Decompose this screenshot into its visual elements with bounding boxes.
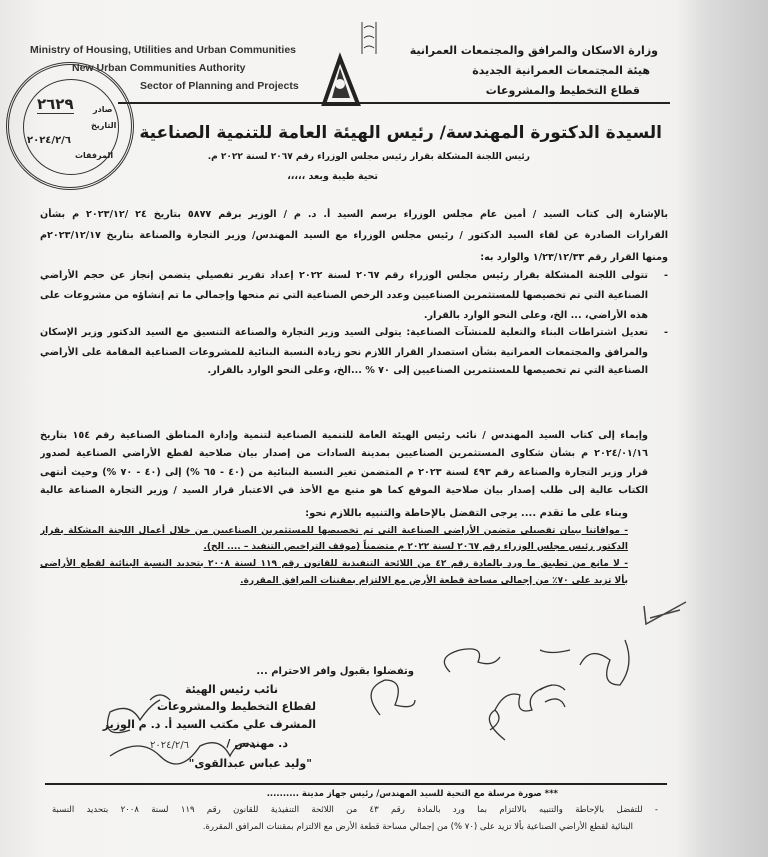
signature-sector: لقطاع التخطيط والمشروعات [156,700,316,713]
cc-heading: *** صورة مرسلة مع التحية للسيد المهندس/ رئيس جهاز مدينة .......... [266,789,558,799]
bullet2-line: والمرافق والمجتمعات العمرانية بشأن استصدار القرار اللازم نحو زيادة النسبة البنائية للمشروعات الصناعية المقامة على الأراضي [40,347,648,358]
header-ar-sector: قطاع التخطيط والمشروعات [485,84,640,97]
stamp-issued-label: صادر [93,105,113,114]
request-item-line: بألا تزيد على ٧٠٪ من إجمالي مساحة قطعة الأرض مع الالتزام بمقننات المرافق المقررة. [240,576,628,586]
greeting: تحية طيبة وبعد ،،،،، [287,171,378,182]
bullet-dash: - [664,270,668,281]
cc-divider [45,783,667,785]
bullet1-line: تتولى اللجنة المشكلة بقرار رئيس مجلس الوزراء رقم ٢٠٦٧ لسنة ٢٠٢٢ إعداد تقرير تفصيلي يتضمن إنجاز عن حجم الأراضي [40,270,648,281]
bullet1-line: الصناعية التي تم تخصيصها للمستثمرين الصناعيين وعدد الرخص الصناعية التي تم منحها وإجمالي ما تم إنشاؤه من مشروعات على [40,290,648,301]
bullet2-line: الصناعية التي تم تخصيصها للمستثمرين الصناعيين إلى ٧٠ % ...الخ، وعلى النحو الوارد بالقرار. [207,365,648,376]
addressee-title: السيدة الدكتورة المهندسة/ رئيس الهيئة العامة للتنمية الصناعية [139,123,662,143]
request-line: وبناء على ما تقدم .... يرجى التفضل بالإحاطة والتنبيه باللازم نحو: [305,508,628,519]
signature-name: "وليد عباس عبدالقوى" [188,757,312,770]
bullet1-line: هذه الأراضي، ... الخ، وعلى النحو الوارد بالقرار. [423,310,648,321]
closing: وتفضلوا بقبول وافر الاحترام ... [256,666,414,677]
signature-title: نائب رئيس الهيئة [184,683,278,696]
para1-line: القرارات الصادرة عن لقاء السيد الدكتور / رئيس مجلس الوزراء مع السيد المهندس/ وزير التجارة والصناعة بتاريخ ٢٠٢٣/١٢/١٧م [40,230,668,241]
para2-line: قرار وزير التجارة والصناعة رقم ٤٩٣ لسنة ٢٠٢٣ م المتضمن تغير النسبة البنائية من (٤٠ - ٦٥ %) إلى (٤٠ - ٧٠ %) وحيث أنتهى [40,467,648,478]
cc-line: - للتفضل بالإحاطة والتنبيه بالالتزام بما ورد بالمادة رقم ٤٣ من اللائحة التنفيذية للقانون رقم ١١٩ لسنة ٢٠٠٨ بتحديد النسبة [52,805,658,815]
addressee-subtitle: رئيس اللجنة المشكلة بقرار رئيس مجلس الوزراء رقم ٢٠٦٧ لسنة ٢٠٢٢ م. [207,152,530,162]
para2-line: وإيماء إلى كتاب السيد المهندس / نائب رئيس الهيئة العامة للتنمية الصناعية لتنمية وإدارة المناطق الصناعية رقم ١٥٤ بتاريخ [40,430,648,441]
stamp-number: ٢٦٢٩ [37,95,74,113]
header-ar-authority: هيئة المجتمعات العمرانية الجديدة [472,64,650,77]
para2-line: الكتاب عالية إلى طلب إصدار بيان صلاحية الموقع كما هو متبع مع الأخذ في الاعتبار قرار السيد / وزير التجارة الصناعة عالية [40,485,648,496]
request-item-line: - لا مانع من تطبيق ما ورد بالمادة رقم ٤٢ من اللائحة التنفيذية للقانون رقم ١١٩ لسنة ٢٠٠٨ بتحديد النسبة البنائية لقطع الأراضي [40,559,628,569]
request-item-line: - موافاتنا ببيان تفصيلي متضمن الأراضي الصناعية التي تم تخصيصها للمستثمرين الصناعيين من خلال أعمال اللجنة المشكلة بقرار [40,526,628,536]
stamp-attachments-label: المرفقات [75,151,114,160]
signature-prefix: د. مهندس / [226,737,288,750]
signature-office: المشرف علي مكتب السيد أ. د. م الوزير [102,718,316,731]
bullet2-line: تعديل اشتراطات البناء والتعلية للمنشآت الصناعية: يتولى السيد وزير التجارة والصناعة التنسيق مع السيد الدكتور وزير الإسكان [40,327,648,338]
stamp-date: ٢٠٢٤/٢/٦ [27,135,71,146]
handwritten-date: ٢٠٢٤/٢/٦ [150,740,189,751]
header-en-ministry: Ministry of Housing, Utilities and Urban Communities [30,44,297,56]
header-en-sector: Sector of Planning and Projects [140,80,299,92]
para1-line: ومنها القرار رقم ١/٢٣/١٢/٣٣ والوارد به: [480,252,668,263]
header-en-authority: New Urban Communities Authority [72,62,246,74]
cc-line: البنائية لقطع الأراضي الصناعية بألا تزيد على (٧٠ %) من إجمالي مساحة قطعة الأرض مع الالتزام بمقننات المرافق المقررة. [202,822,633,832]
stamp-date-label: التاريخ [91,121,117,130]
para1-line: بالإشارة إلى كتاب السيد / أمين عام مجلس الوزراء برسم السيد أ. د. م / الوزير برقم ٥٨٧٧ بتاريخ ٢٤ /٢٠٢٣/١٢ م بشأن [40,209,668,220]
para2-line: ٢٠٢٤/٠١/١٦ م بشأن شكاوى المستثمرين الصناعيين بمدينة السادات من إصدار بيان صلاحية لقطع الأراضي الصناعية لصدور [40,448,648,459]
bullet-dash: - [664,327,668,338]
request-item-line: الدكتور رئيس مجلس الوزراء رقم ٢٠٦٧ لسنة ٢٠٢٢ م متضمناً (موقف التراخيص التنفيذ – .... الخ). [203,542,628,552]
header-ar-ministry: وزارة الاسكان والمرافق والمجتمعات العمرانية [409,44,658,57]
